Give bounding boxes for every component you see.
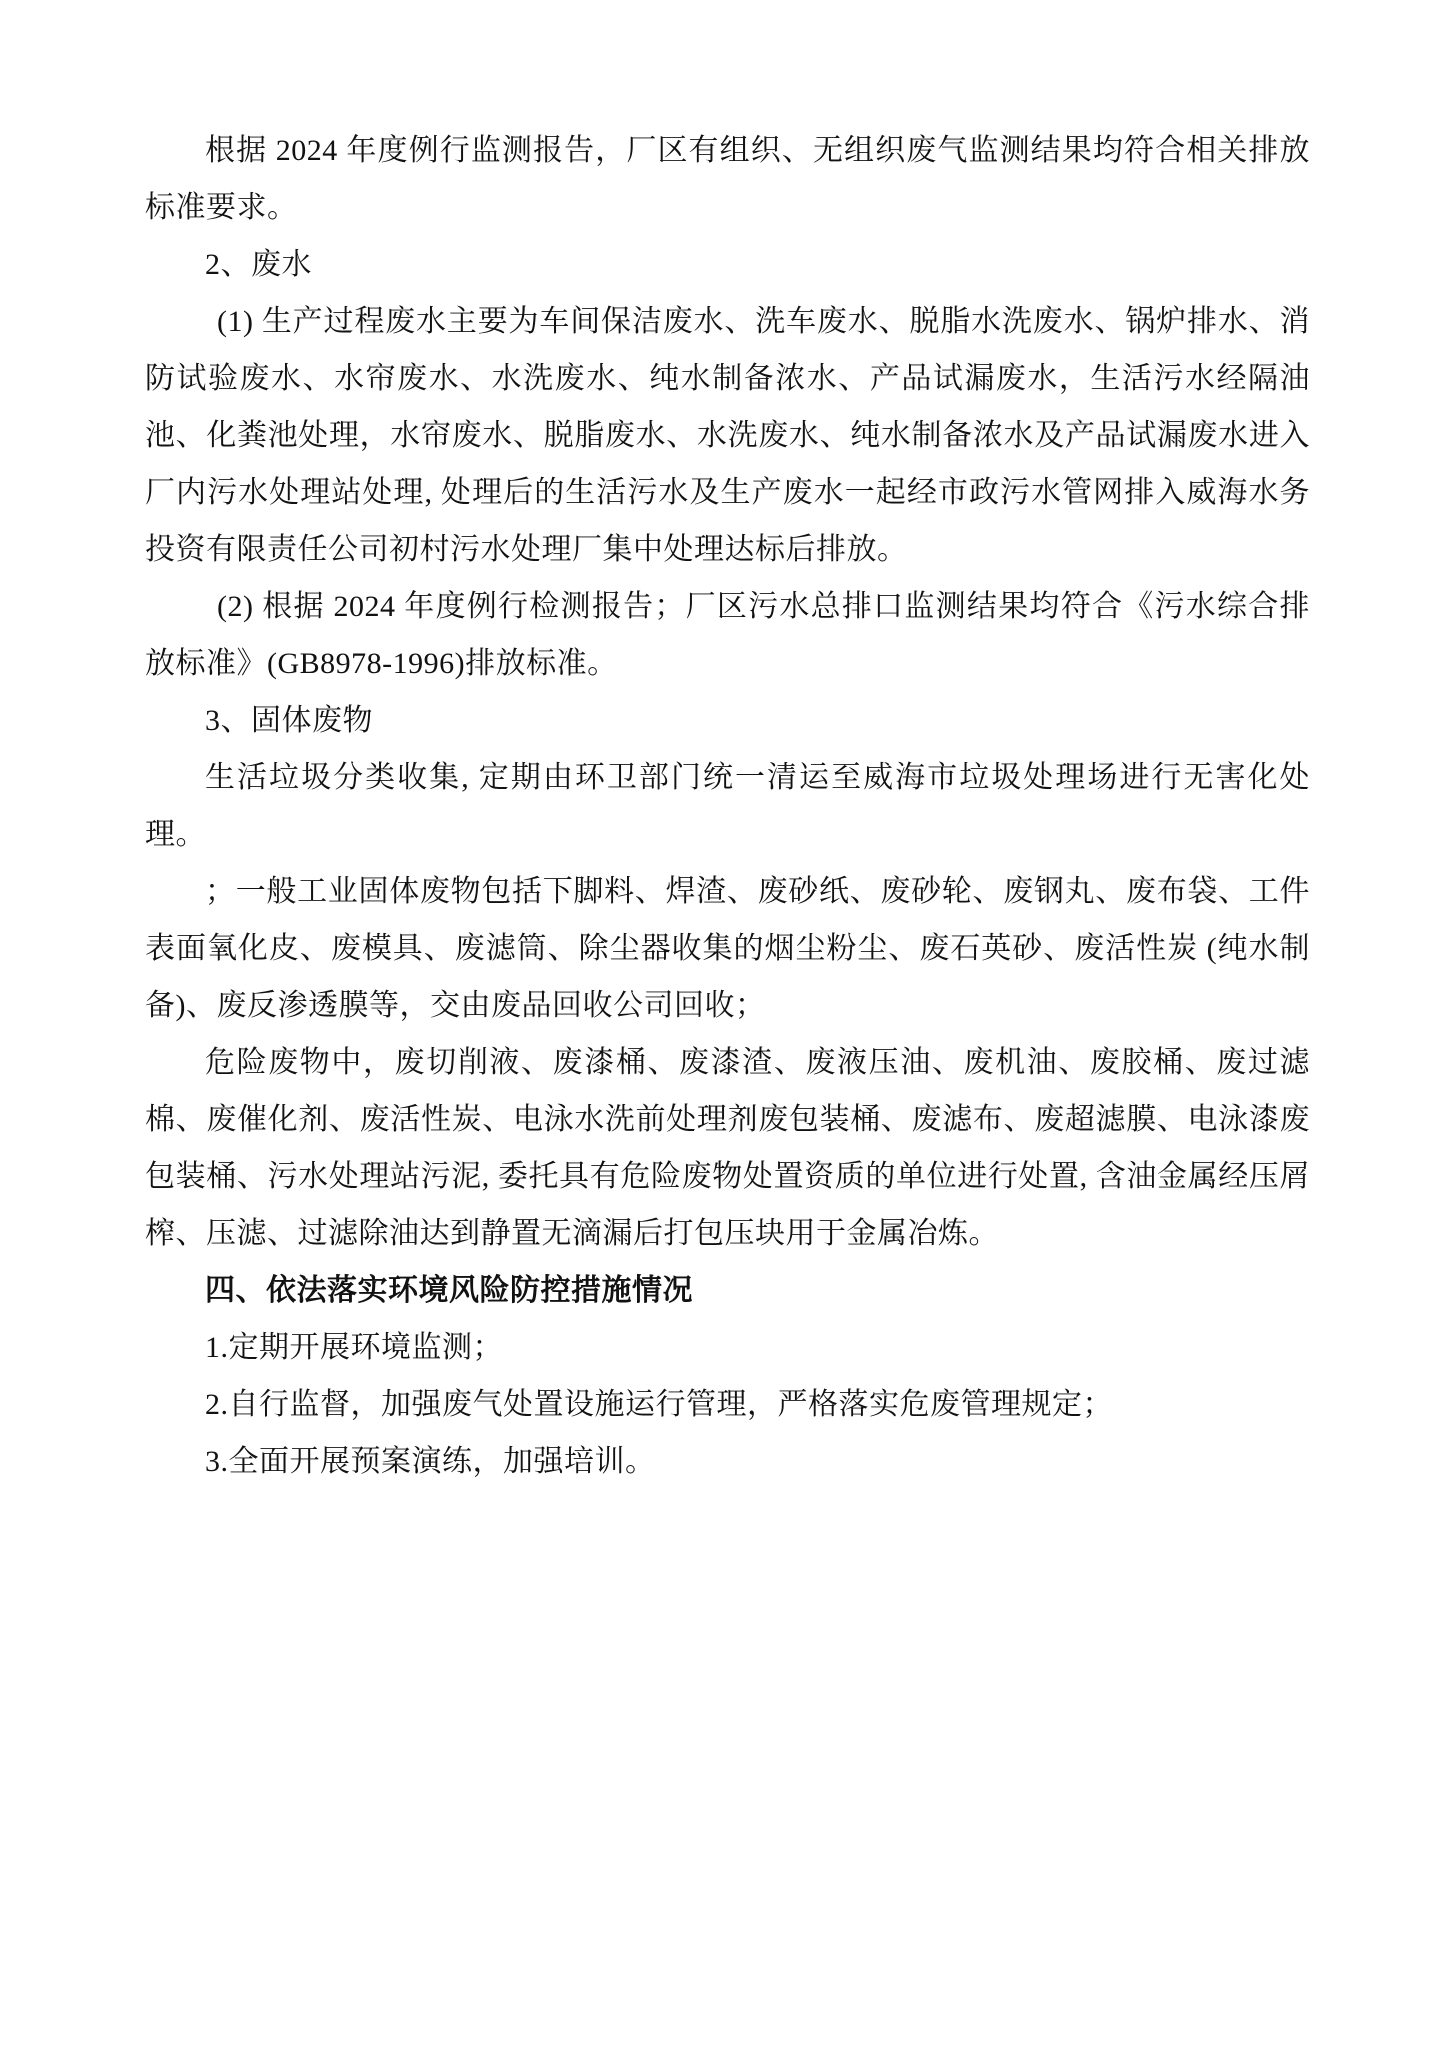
paragraph-domestic-garbage: 生活垃圾分类收集, 定期由环卫部门统一清运至威海市垃圾处理场进行无害化处理。 xyxy=(145,761,1310,851)
paragraph-wastewater-monitoring-result: (2) 根据 2024 年度例行检测报告；厂区污水总排口监测结果均符合《污水综合排放标准》(GB8978-1996)排放标准。 xyxy=(145,590,1310,680)
list-item-self-supervision: 2.自行监督，加强废气处置设施运行管理，严格落实危废管理规定； xyxy=(205,1388,1113,1421)
paragraph-general-industrial-solid-waste: ；一般工业固体废物包括下脚料、焊渣、废砂纸、废砂轮、废钢丸、废布袋、工件表面氧化皮、废模具、废滤筒、除尘器收集的烟尘粉尘、废石英砂、废活性炭 (纯水制备)、废反渗透膜等，交由废品回收公司回收； xyxy=(145,875,1310,1022)
subheading-solid-waste: 3、固体废物 xyxy=(205,704,373,737)
subheading-wastewater: 2、废水 xyxy=(205,248,312,281)
list-item-drill-training: 3.全面开展预案演练，加强培训。 xyxy=(205,1445,656,1478)
list-item-environment-monitoring: 1.定期开展环境监测； xyxy=(205,1331,503,1364)
paragraph-hazardous-waste: 危险废物中，废切削液、废漆桶、废漆渣、废液压油、废机油、废胶桶、废过滤棉、废催化剂、废活性炭、电泳水洗前处理剂废包装桶、废滤布、废超滤膜、电泳漆废包装桶、污水处理站污泥, 委托具有危险废物处置资质的单位进行处置, 含油金属经压屑榨、压滤、过滤除油达到静置无滴漏后打包压块用于金属冶炼。 xyxy=(145,1046,1310,1250)
document-body xyxy=(145,122,1310,1490)
paragraph-air-monitoring-result: 根据 2024 年度例行监测报告，厂区有组织、无组织废气监测结果均符合相关排放标准要求。 xyxy=(145,134,1310,224)
heading-risk-control-measures: 四、依法落实环境风险防控措施情况 xyxy=(205,1274,693,1307)
paragraph-wastewater-process: (1) 生产过程废水主要为车间保洁废水、洗车废水、脱脂水洗废水、锅炉排水、消防试验废水、水帘废水、水洗废水、纯水制备浓水、产品试漏废水，生活污水经隔油池、化粪池处理，水帘废水、脱脂废水、水洗废水、纯水制备浓水及产品试漏废水进入厂内污水处理站处理, 处理后的生活污水及生产废水一起经市政污水管网排入威海水务投资有限责任公司初村污水处理厂集中处理达标后排放。 xyxy=(145,305,1310,566)
